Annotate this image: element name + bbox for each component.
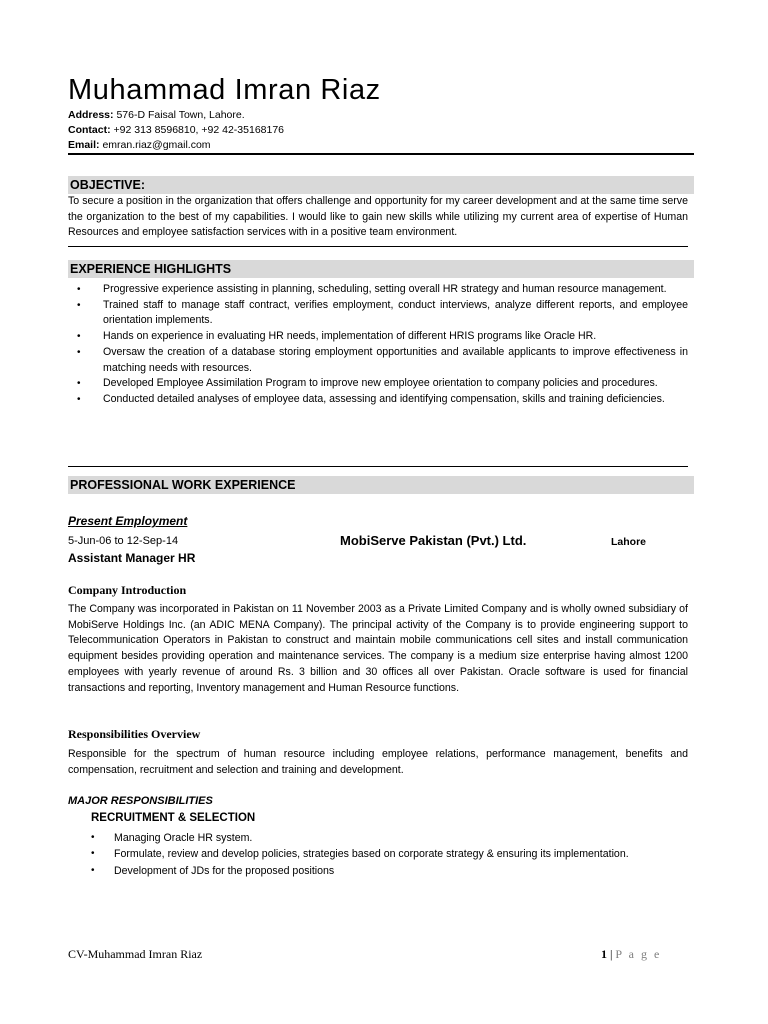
major-responsibilities-heading: MAJOR RESPONSIBILITIES <box>68 795 213 807</box>
recruitment-heading: RECRUITMENT & SELECTION <box>91 812 256 824</box>
experience-highlights-list <box>68 282 688 408</box>
bullet-icon: • <box>91 848 95 860</box>
employment-dates: 5-Jun-06 to 12-Sep-14 <box>68 535 179 547</box>
work-experience-heading: PROFESSIONAL WORK EXPERIENCE <box>68 476 694 494</box>
list-item: • Trained staff to manage staff contract, verifies employment, conduct interviews, analyze different reports, and employee orientation implements. <box>77 298 688 327</box>
list-item: • Developed Employee Assimilation Program to improve new employee orientation to company policies and procedures. <box>68 376 688 392</box>
list-item: • Hands on experience in evaluating HR needs, implementation of different HRIS programs like Oracle HR. <box>68 329 688 345</box>
list-item: • Progressive experience assisting in planning, scheduling, setting overall HR strategy and human resource management. <box>68 282 688 298</box>
objective-text: To secure a position in the organization that offers challenge and opportunity for my career development and at the same time serve the organization to the best of my capabilities. I would like to gain new skills while utilizing my current area of expertise of Human Resources and employee satisfaction services with in a positive team environment. <box>68 195 688 239</box>
bullet-icon: • <box>77 284 81 295</box>
company-city: Lahore <box>611 536 647 548</box>
header-divider <box>68 153 694 155</box>
job-title: Assistant Manager HR <box>68 551 196 565</box>
list-item: • Conducted detailed analyses of employee data, assessing and identifying compensation, skills and training deficiencies. <box>68 392 688 408</box>
objective-divider <box>68 246 688 247</box>
experience-highlights-heading: EXPERIENCE HIGHLIGHTS <box>68 260 694 278</box>
bullet-icon: • <box>77 393 81 405</box>
objective-heading: OBJECTIVE: <box>68 176 694 194</box>
email-line <box>68 138 211 152</box>
address-value: 576-D Faisal Town, Lahore. <box>116 109 245 121</box>
bullet-icon: • <box>77 346 81 358</box>
list-item: • Oversaw the creation of a database storing employment opportunities and available applicants to improve effectiveness in matching needs with resources. <box>77 345 688 374</box>
present-employment-label: Present Employment <box>68 514 188 528</box>
page-separator: | <box>610 947 613 961</box>
page-word: P a g e <box>615 947 662 961</box>
company-intro-text: The Company was incorporated in Pakistan on 11 November 2003 as a Private Limited Company and is wholly owned subsidiary of MobiServe Holdings Inc. (an ADIC MENA Company). The principal activity of the Company is to provide engineering support to Telecommunication Operators in Pakistan to construct and maintain mobile communications cell sites and install communication equipment besides providing operation and maintenance services. The company is a medium size enterprise having almost 1200 employees with yearly revenue of around Rs. 3 billion and 30 offices all over Pakistan. Oracle software is used for financial transactions and reporting, Inventory management and Human Resource functions. <box>68 603 688 694</box>
recruitment-list <box>90 830 690 879</box>
email-label: Email: <box>68 139 100 151</box>
list-item: • Formulate, review and develop policies, strategies based on corporate strategy & ensuring its implementation. <box>90 846 690 862</box>
bullet-icon: • <box>77 331 81 343</box>
contact-line <box>68 123 284 137</box>
list-item: • Development of JDs for the proposed positions <box>90 863 690 879</box>
responsibilities-overview-text: Responsible for the spectrum of human resource including employee relations, performance management, benefits and compensation, recruitment and selection and training and development. <box>68 748 688 776</box>
contact-label: Contact: <box>68 124 111 136</box>
contact-value: +92 313 8596810, +92 42-35168176 <box>113 124 285 136</box>
bullet-icon: • <box>77 299 81 311</box>
bullet-icon: • <box>77 378 81 390</box>
company-name: MobiServe Pakistan (Pvt.) Ltd. <box>340 533 527 548</box>
highlights-divider <box>68 466 688 467</box>
address-line <box>68 108 245 122</box>
email-value[interactable]: emran.riaz@gmail.com <box>102 139 211 151</box>
bullet-icon: • <box>91 864 95 876</box>
page-number: 1 <box>601 947 607 961</box>
footer-title: CV-Muhammad Imran Riaz <box>68 947 203 961</box>
address-label: Address: <box>68 109 114 121</box>
cv-name: Muhammad Imran Riaz <box>68 74 381 106</box>
list-item: • Managing Oracle HR system. <box>90 830 690 846</box>
bullet-icon: • <box>91 832 95 843</box>
footer-page <box>601 947 661 962</box>
company-intro-heading: Company Introduction <box>68 583 187 597</box>
responsibilities-overview-heading: Responsibilities Overview <box>68 727 201 741</box>
